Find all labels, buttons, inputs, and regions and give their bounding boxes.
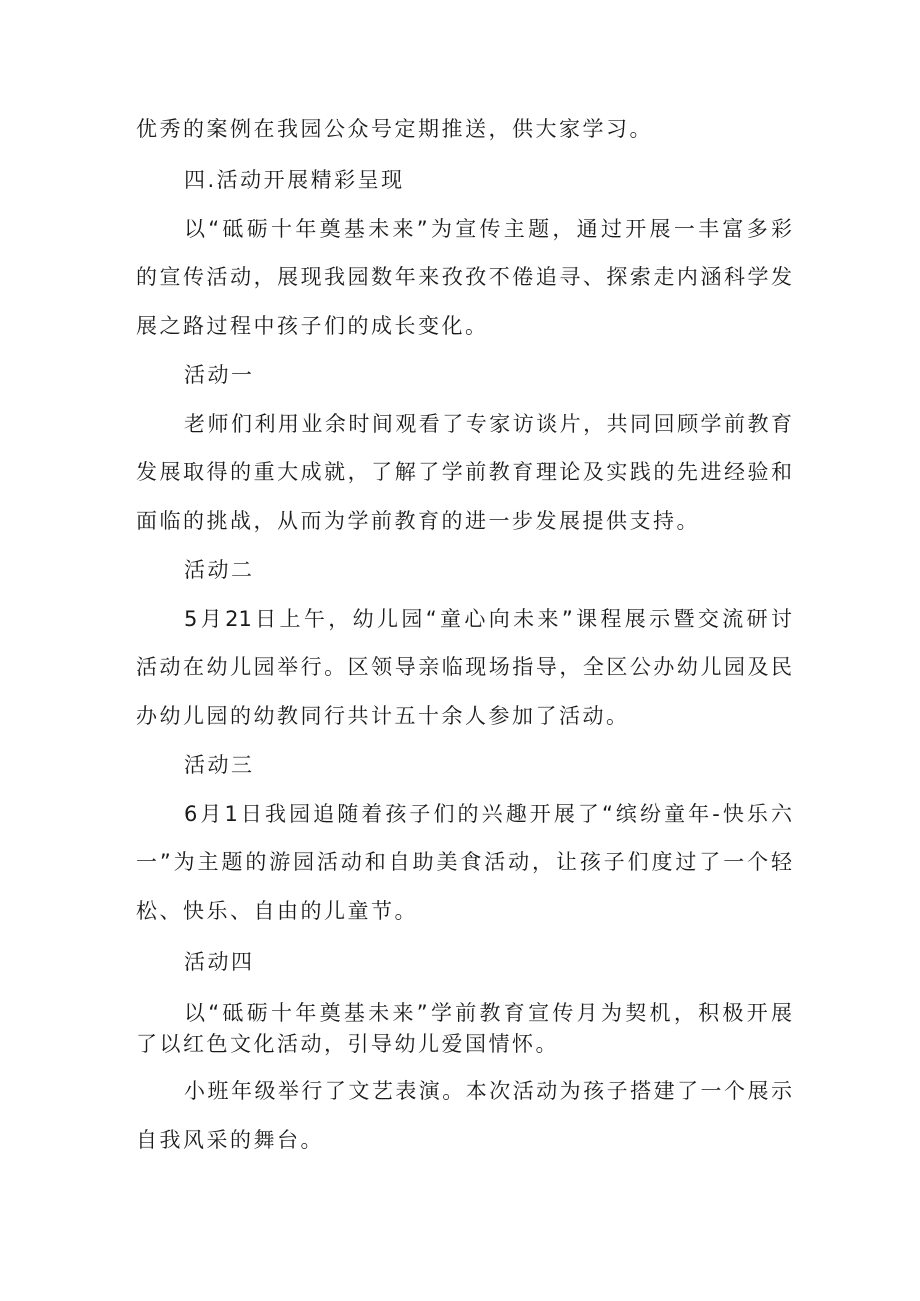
activity-heading: 活动三 — [184, 753, 255, 777]
text-line: 老师们利用业余时间观看了专家访谈片，共同回顾学前教育 — [184, 412, 792, 436]
text-line: 以“砥砺十年奠基未来”学前教育宣传月为契机，积极开展 — [184, 1001, 792, 1025]
text-line: 自我风采的舞台。 — [136, 1128, 324, 1152]
text-line: 活动在幼儿园举行。区领导亲临现场指导，全区公办幼儿园及民 — [136, 655, 792, 679]
activity-heading: 活动二 — [184, 558, 255, 582]
text-line: 了以红色文化活动，引导幼儿爱国情怀。 — [136, 1032, 559, 1056]
text-line: 以“砥砺十年奠基未来”为宣传主题，通过开展一丰富多彩 — [184, 217, 792, 241]
text-line: 5月21日上午，幼儿园“童心向未来”课程展示暨交流研讨 — [184, 607, 792, 631]
text-line: 松、快乐、自由的儿童节。 — [136, 899, 418, 923]
text-line: 发展取得的重大成就，了解了学前教育理论及实践的先进经验和 — [136, 460, 792, 484]
text-line: 的宣传活动，展现我园数年来孜孜不倦追寻、探索走内涵科学发 — [136, 265, 792, 289]
activity-heading: 活动四 — [184, 950, 255, 974]
text-line: 展之路过程中孩子们的成长变化。 — [136, 314, 489, 338]
text-line: 办幼儿园的幼教同行共计五十余人参加了活动。 — [136, 704, 630, 728]
text-line: 6月1日我园追随着孩子们的兴趣开展了“缤纷童年-快乐六 — [184, 802, 792, 826]
text-line: 优秀的案例在我园公众号定期推送，供大家学习。 — [136, 117, 653, 141]
text-line: 小班年级举行了文艺表演。本次活动为孩子搭建了一个展示 — [184, 1079, 792, 1103]
text-line: 面临的挑战，从而为学前教育的进一步发展提供支持。 — [136, 509, 700, 533]
text-line: 一”为主题的游园活动和自助美食活动，让孩子们度过了一个轻 — [136, 850, 792, 874]
section-heading: 四.活动开展精彩呈现 — [184, 168, 405, 192]
activity-heading: 活动一 — [184, 363, 255, 387]
